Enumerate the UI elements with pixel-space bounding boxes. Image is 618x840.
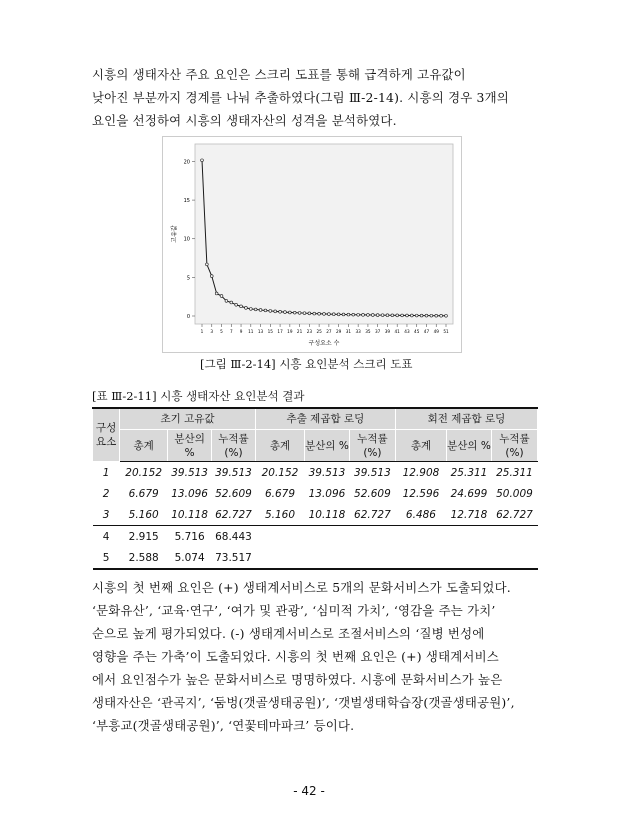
table-cell — [305, 526, 350, 548]
intro-line: 요인을 선정하여 시흥의 생태자산의 성격을 분석하였다. — [92, 113, 397, 128]
x-tick-label: 23 — [306, 329, 313, 334]
eigenvalue-point — [386, 314, 389, 317]
analysis-paragraph — [92, 576, 538, 737]
scree-plot — [162, 136, 462, 353]
intro-line: 낮아진 부분까지 경계를 나눠 추출하였다(그림 Ⅲ-2-14). 시흥의 경우 3개의 — [92, 90, 509, 105]
sub-header-total: 총계 — [255, 430, 304, 462]
x-tick-label: 41 — [394, 329, 400, 334]
x-tick-label: 21 — [296, 329, 303, 334]
eigenvalue-point — [410, 314, 413, 317]
table-cell: 68.443 — [215, 530, 252, 543]
table-cell — [255, 526, 304, 548]
table-cell: 2.915 — [128, 530, 159, 543]
table-cell: 5.160 — [128, 508, 159, 521]
table-cell: 39.513 — [215, 466, 252, 479]
table-cell: 62.727 — [354, 508, 391, 521]
x-tick-label: 3 — [210, 329, 214, 334]
x-tick-label: 25 — [316, 329, 322, 334]
eigenvalue-point — [362, 313, 365, 316]
group-header-initial: 초기 고유값 — [120, 408, 256, 430]
y-tick-label: 20 — [183, 159, 190, 166]
y-tick-label: 5 — [186, 275, 190, 282]
y-tick-label: 15 — [183, 198, 190, 205]
sub-header-total: 총계 — [395, 430, 446, 462]
table-cell — [255, 547, 304, 569]
table-cell: 3 — [102, 508, 110, 521]
eigenvalue-point — [279, 310, 282, 313]
page-number: - 42 - — [293, 784, 325, 798]
eigenvalue-point — [337, 313, 340, 316]
sub-header-cumulative: 누적률 (%) — [212, 430, 256, 462]
eigenvalue-point — [210, 275, 213, 278]
eigenvalue-point — [298, 312, 301, 315]
table-cell — [491, 547, 537, 569]
x-tick-label: 5 — [220, 329, 223, 334]
eigenvalue-point — [342, 313, 345, 316]
eigenvalue-point — [249, 307, 252, 310]
table-cell: 62.727 — [215, 508, 252, 521]
table-cell: 2 — [102, 487, 110, 500]
table-cell: 5.160 — [264, 508, 295, 521]
x-tick-label: 39 — [384, 329, 391, 334]
x-tick-label: 49 — [433, 329, 439, 334]
eigenvalue-point — [367, 314, 370, 317]
analysis-line: 시흥의 첫 번째 요인은 (+) 생태계서비스로 5개의 문화서비스가 도출되었다. — [92, 580, 511, 595]
eigenvalue-point — [235, 303, 238, 306]
x-tick-label: 27 — [326, 329, 332, 334]
x-tick-label: 15 — [267, 329, 273, 334]
x-tick-label: 33 — [355, 329, 361, 334]
table-cell: 50.009 — [496, 487, 533, 500]
table-cell: 13.096 — [171, 487, 208, 500]
sub-header-cumulative: 누적률 (%) — [491, 430, 537, 462]
eigenvalue-point — [308, 312, 311, 315]
eigenvalue-point — [215, 292, 218, 295]
eigenvalue-point — [313, 312, 316, 315]
table-row — [93, 547, 538, 569]
table-cell: 1 — [102, 466, 110, 479]
y-axis-label: 고유값 — [171, 225, 178, 243]
x-axis-label: 구성요소 수 — [308, 340, 340, 347]
eigenvalue-point — [225, 300, 228, 303]
eigenvalue-point — [240, 305, 243, 308]
eigenvalue-point — [352, 313, 355, 316]
x-tick-label: 51 — [443, 329, 449, 334]
plot-area — [195, 144, 453, 324]
eigenvalue-point — [259, 309, 262, 312]
group-header-extraction: 추출 제곱합 로딩 — [255, 408, 395, 430]
eigenvalue-point — [205, 263, 208, 266]
table-cell: 12.596 — [402, 487, 440, 500]
x-tick-label: 29 — [335, 329, 342, 334]
table-cell: 24.699 — [450, 487, 488, 500]
table-cell: 13.096 — [308, 487, 346, 500]
table-cell: 52.609 — [215, 487, 252, 500]
table-cell — [395, 526, 446, 548]
component-header: 구성 요소 — [93, 408, 120, 462]
table-row — [93, 483, 538, 504]
eigenvalue-point — [254, 308, 257, 311]
eigenvalue-point — [293, 311, 296, 314]
analysis-line: ‘문화유산’, ‘교육·연구’, ‘여가 및 관광’, ‘심미적 가치’, ‘영감을 주는 가치’ — [92, 603, 496, 618]
eigenvalue-point — [347, 313, 350, 316]
table-cell: 5 — [102, 551, 110, 564]
table-row — [93, 462, 538, 484]
eigenvalue-point — [264, 309, 267, 312]
x-tick-label: 9 — [239, 329, 243, 334]
table-cell: 39.513 — [354, 466, 391, 479]
table-cell: 4 — [102, 530, 110, 543]
analysis-line: 영향을 주는 가축’이 도출되었다. 시흥의 첫 번째 요인은 (+) 생태계서비스 — [92, 649, 499, 664]
x-tick-label: 7 — [229, 329, 233, 334]
x-tick-label: 37 — [375, 329, 381, 334]
eigenvalue-point — [201, 159, 204, 162]
eigenvalue-point — [401, 314, 404, 317]
table-cell: 20.152 — [261, 466, 299, 479]
table-cell: 10.118 — [171, 508, 208, 521]
table-cell — [395, 547, 446, 569]
table-cell — [491, 526, 537, 548]
sub-header-cumulative: 누적률 (%) — [349, 430, 395, 462]
group-header-rotation: 회전 제곱합 로딩 — [395, 408, 537, 430]
eigenvalue-point — [230, 301, 233, 304]
table-cell: 20.152 — [125, 466, 163, 479]
table-cell: 39.513 — [171, 466, 208, 479]
table-cell: 12.908 — [402, 466, 440, 479]
sub-header-variance: 분산의 % — [305, 430, 350, 462]
x-tick-label: 45 — [414, 329, 420, 334]
eigenvalue-point — [396, 314, 399, 317]
eigenvalue-point — [445, 314, 448, 317]
analysis-line: ‘부흥교(갯골생태공원)’, ‘연꽃테마파크’ 등이다. — [92, 718, 355, 733]
x-tick-label: 43 — [404, 329, 410, 334]
table-cell: 12.718 — [450, 508, 488, 521]
eigenvalue-point — [371, 314, 374, 317]
table-cell: 5.716 — [174, 530, 205, 543]
table-cell — [447, 547, 492, 569]
eigenvalue-point — [245, 306, 248, 309]
x-tick-label: 17 — [277, 329, 283, 334]
y-tick-label: 0 — [186, 314, 190, 320]
table-cell: 2.588 — [128, 551, 159, 564]
table-cell: 62.727 — [496, 508, 533, 521]
analysis-line: 순으로 높게 평가되었다. (-) 생태계서비스로 조절서비스의 ‘질병 번성에 — [92, 626, 485, 641]
table-cell — [305, 547, 350, 569]
intro-line: 시흥의 생태자산 주요 요인은 스크리 도표를 통해 급격하게 고유값이 — [92, 67, 466, 82]
eigenvalue-point — [430, 314, 433, 317]
eigenvalue-point — [274, 310, 277, 313]
table-cell: 52.609 — [354, 487, 391, 500]
eigenvalue-point — [327, 313, 330, 316]
table-row — [93, 526, 538, 548]
sub-header-total: 총계 — [120, 430, 168, 462]
table-cell: 5.074 — [174, 551, 205, 564]
eigenvalue-point — [391, 314, 394, 317]
table-caption: [표 Ⅲ-2-11] 시흥 생태자산 요인분석 결과 — [92, 389, 305, 403]
sub-header-variance: 분산의 % — [447, 430, 492, 462]
analysis-line: 에서 요인점수가 높은 문화서비스로 명명하였다. 시흥에 문화서비스가 높은 — [92, 672, 503, 687]
x-tick-label: 1 — [200, 329, 204, 334]
x-tick-label: 13 — [257, 329, 264, 334]
table-cell — [447, 526, 492, 548]
table-cell — [349, 526, 395, 548]
eigenvalue-point — [332, 313, 335, 316]
table-cell: 10.118 — [308, 508, 346, 521]
eigenvalue-point — [288, 311, 291, 314]
table-cell: 39.513 — [308, 466, 346, 479]
eigenvalue-point — [284, 311, 287, 314]
table-cell: 6.679 — [128, 487, 159, 500]
eigenvalue-point — [220, 295, 223, 298]
eigenvalue-point — [318, 312, 321, 315]
table-cell: 6.679 — [264, 487, 295, 500]
scree-plot-svg — [162, 136, 462, 353]
eigenvalue-point — [303, 312, 306, 315]
eigenvalue-point — [323, 313, 326, 316]
table-cell: 25.311 — [450, 466, 488, 479]
eigenvalue-point — [420, 314, 423, 317]
table-cell — [349, 547, 395, 569]
table-row — [93, 504, 538, 526]
eigenvalue-point — [406, 314, 409, 317]
sub-header-variance: 분산의 % — [168, 430, 212, 462]
x-tick-label: 31 — [345, 329, 352, 334]
table-cell: 6.486 — [405, 508, 436, 521]
factor-analysis-table — [92, 407, 538, 570]
y-tick-label: 10 — [183, 236, 190, 243]
eigenvalue-point — [381, 314, 384, 317]
intro-paragraph — [92, 63, 538, 132]
analysis-line: 생태자산은 ‘관곡지’, ‘둠벙(갯골생태공원)’, ‘갯벌생태학습장(갯골생태공원)’, — [92, 695, 515, 710]
eigenvalue-point — [440, 314, 443, 317]
table-cell: 25.311 — [496, 466, 533, 479]
eigenvalue-point — [435, 314, 438, 317]
eigenvalue-point — [425, 314, 428, 317]
eigenvalue-point — [376, 314, 379, 317]
eigenvalue-point — [357, 313, 360, 316]
figure-caption: [그림 Ⅲ-2-14] 시흥 요인분석 스크리 도표 — [200, 357, 413, 371]
table-cell: 73.517 — [215, 551, 252, 564]
x-tick-label: 47 — [423, 329, 430, 334]
x-tick-label: 35 — [365, 329, 371, 334]
x-tick-label: 19 — [287, 329, 293, 334]
x-tick-label: 11 — [248, 329, 254, 334]
eigenvalue-point — [269, 310, 272, 313]
eigenvalue-point — [415, 314, 418, 317]
